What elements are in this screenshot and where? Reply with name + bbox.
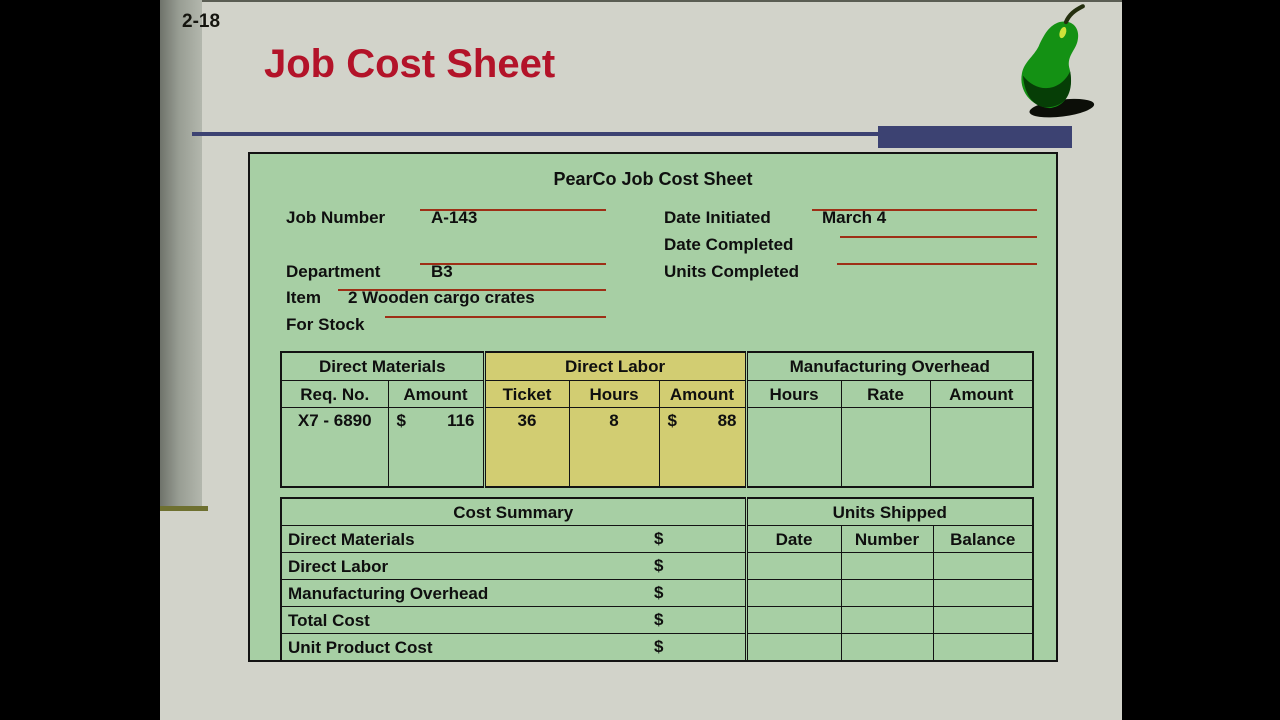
section-direct-materials: Direct Materials: [281, 352, 484, 381]
summary-currency: $: [654, 529, 664, 548]
shipped-cell: [841, 607, 933, 634]
pear-icon: [1003, 4, 1108, 122]
item-value: 2 Wooden cargo crates: [348, 288, 535, 307]
department-underline: [420, 241, 606, 265]
shipped-cell: [746, 607, 841, 634]
summary-currency: $: [654, 637, 664, 656]
shipped-cell: [746, 580, 841, 607]
col-dm-amount: Amount: [388, 381, 484, 408]
shipped-cell: [841, 580, 933, 607]
dl-amount: 88: [717, 411, 737, 430]
detail-section-header-row: [281, 352, 1033, 381]
for-stock-underline: [385, 294, 606, 318]
col-req-no: Req. No.: [281, 381, 388, 408]
left-gray-strip: [160, 0, 202, 508]
summary-row-total-cost: [281, 607, 1033, 634]
job-number-label: Job Number: [286, 208, 386, 227]
shipped-cell: [841, 553, 933, 580]
shipped-cell: [746, 553, 841, 580]
shipped-cell: [933, 580, 1033, 607]
shipped-cell: [933, 607, 1033, 634]
summary-label: Unit Product Cost: [288, 637, 433, 657]
slide-canvas: [160, 0, 1122, 720]
col-ticket: Ticket: [484, 381, 569, 408]
units-completed-underline: [837, 241, 1037, 265]
cell-mo-amount: [930, 408, 1033, 488]
summary-currency: $: [654, 583, 664, 602]
shipped-col-date: Date: [746, 526, 841, 553]
shipped-col-balance: Balance: [933, 526, 1033, 553]
title-divider-bar: [878, 126, 1072, 148]
summary-table: [280, 497, 1034, 662]
detail-cost-table: [280, 351, 1034, 488]
dl-currency: $: [667, 411, 677, 430]
item-label: Item: [286, 288, 321, 307]
col-mo-amount: Amount: [930, 381, 1033, 408]
slide-title: Job Cost Sheet: [264, 42, 556, 86]
shipped-cell: [746, 634, 841, 662]
col-dl-amount: Amount: [659, 381, 746, 408]
shipped-cell: [933, 634, 1033, 662]
shipped-cell: [841, 634, 933, 662]
cell-dm-amount: [388, 408, 484, 488]
job-cost-sheet-panel: [248, 152, 1058, 662]
summary-row-unit-product-cost: [281, 634, 1033, 662]
shipped-col-number: Number: [841, 526, 933, 553]
date-initiated-underline: [812, 187, 1037, 211]
item-underline: [338, 267, 606, 291]
shipped-cell: [933, 553, 1033, 580]
section-direct-labor: Direct Labor: [484, 352, 746, 381]
units-shipped-header: Units Shipped: [746, 498, 1033, 526]
cell-dl-hours: 8: [569, 408, 659, 488]
col-mo-rate: Rate: [841, 381, 930, 408]
sheet-title: PearCo Job Cost Sheet: [553, 169, 753, 189]
units-completed-label: Units Completed: [664, 262, 800, 281]
cell-mo-hours: [746, 408, 841, 488]
cell-mo-rate: [841, 408, 930, 488]
date-completed-underline: [840, 214, 1037, 238]
summary-label: Direct Materials: [288, 529, 415, 549]
summary-currency: $: [654, 556, 664, 575]
job-number-value: A-143: [431, 208, 478, 227]
summary-label: Direct Labor: [288, 556, 389, 576]
olive-accent-line: [160, 506, 208, 511]
cell-ticket: 36: [484, 408, 569, 488]
dm-amount: 116: [447, 411, 475, 430]
detail-column-header-row: [281, 381, 1033, 408]
cost-summary-header: Cost Summary: [281, 498, 746, 526]
summary-header-row: [281, 498, 1033, 526]
summary-row-direct-labor: [281, 553, 1033, 580]
col-mo-hours: Hours: [746, 381, 841, 408]
department-label: Department: [286, 262, 381, 281]
slide-page-number: 2-18: [182, 11, 221, 32]
date-completed-label: Date Completed: [664, 235, 794, 254]
col-dl-hours: Hours: [569, 381, 659, 408]
summary-row-direct-materials: [281, 526, 1033, 553]
cell-req-no: X7 - 6890: [281, 408, 388, 488]
department-value: B3: [431, 262, 453, 281]
date-initiated-value: March 4: [822, 208, 887, 227]
title-divider-line: [192, 132, 884, 136]
section-manufacturing-overhead: Manufacturing Overhead: [746, 352, 1033, 381]
job-number-underline: [420, 187, 606, 211]
date-initiated-label: Date Initiated: [664, 208, 771, 227]
summary-label: Total Cost: [288, 610, 370, 630]
summary-currency: $: [654, 610, 664, 629]
cell-dl-amount: [659, 408, 746, 488]
detail-data-row: [281, 408, 1033, 488]
summary-row-manufacturing-overhead: [281, 580, 1033, 607]
summary-label: Manufacturing Overhead: [288, 583, 489, 603]
dm-currency: $: [396, 411, 406, 430]
for-stock-label: For Stock: [286, 315, 365, 334]
